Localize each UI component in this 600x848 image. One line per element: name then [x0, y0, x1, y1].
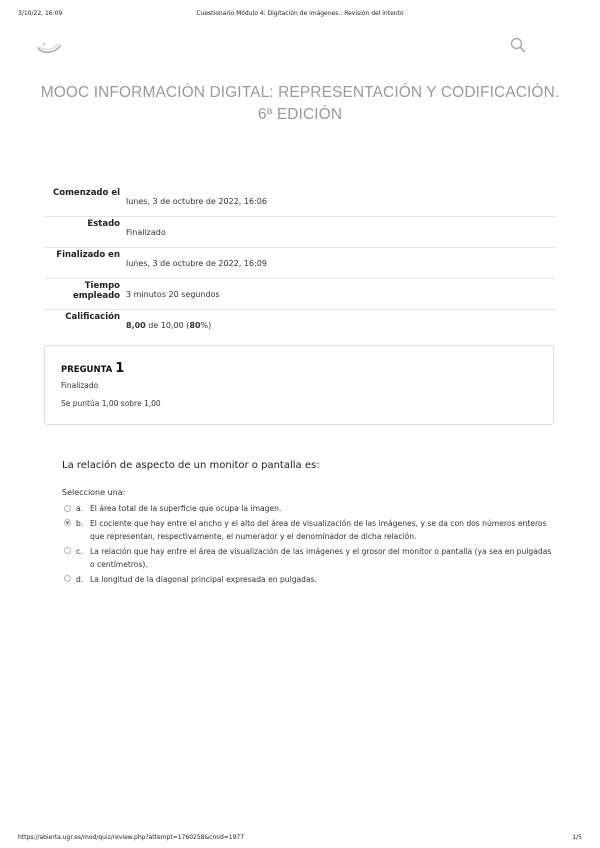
answer-text: La longitud de la diagonal principal expresada en pulgadas. [90, 574, 318, 584]
print-header [18, 10, 582, 20]
answer-option-b[interactable] [64, 517, 554, 544]
summary-label: Comenzado el [53, 188, 120, 198]
answer-letter: d. [76, 574, 84, 584]
summary-label: Estado [87, 219, 120, 229]
summary-row-finished [44, 247, 556, 278]
answer-text: El cociente que hay entre el ancho y el alto del área de visualización de las imágenes, y se da con dos números enteros que representan, respectivamente, el numerador y el denominador de dicha relación. [90, 518, 547, 541]
grade-percent: 80 [189, 321, 201, 330]
summary-label: Finalizado en [56, 250, 120, 260]
answer-list [64, 502, 554, 587]
print-page-number: 1/5 [572, 834, 582, 841]
question-number: 1 [115, 361, 125, 376]
radio-button[interactable] [64, 547, 71, 554]
answer-letter: a. [76, 504, 84, 513]
question-state: Finalizado [61, 381, 99, 390]
summary-label: Calificación [65, 312, 120, 322]
radio-button[interactable] [64, 505, 71, 512]
answer-option-c[interactable] [64, 545, 554, 572]
summary-row-time-taken [44, 278, 556, 309]
question-heading [61, 361, 124, 376]
swoosh-logo-icon[interactable] [36, 38, 62, 56]
attempt-summary [44, 186, 556, 340]
summary-row-grade [44, 309, 556, 340]
answer-option-a[interactable] [64, 502, 554, 516]
summary-row-state [44, 216, 556, 247]
question-word: PREGUNTA [61, 365, 113, 375]
print-doc-title: Cuestionario Módulo 4: Digitación de imágenes.: Revisión del intento [196, 10, 404, 17]
question-grade: Se puntúa 1,00 sobre 1,00 [61, 399, 161, 408]
summary-value: lunes, 3 de octubre de 2022, 16:06 [126, 197, 267, 206]
grade-value [126, 321, 211, 330]
print-date: 3/10/22, 16:09 [18, 10, 63, 17]
grade-suffix: %) [200, 321, 212, 330]
answer-prompt: Seleccione una: [62, 488, 126, 497]
summary-value: Finalizado [126, 228, 166, 237]
answer-text: El área total de la superficie que ocupa la imagen. [90, 504, 282, 513]
summary-value: 3 minutos 20 segundos [126, 290, 220, 299]
grade-of-text: de 10,00 ( [145, 321, 190, 330]
answer-letter: b. [76, 518, 84, 528]
question-text: La relación de aspecto de un monitor o pantalla es: [62, 460, 320, 471]
summary-row-started [44, 186, 556, 216]
answer-option-d[interactable] [64, 573, 554, 587]
answer-text: La relación que hay entre el área de visualización de las imágenes y el grosor del monitor o pantalla (ya sea en pulgadas o centímetros). [90, 546, 552, 569]
search-icon[interactable] [510, 37, 526, 53]
course-title: MOOC INFORMACIÓN DIGITAL: REPRESENTACIÓN Y CODIFICACIÓN. 6ª EDICIÓN [40, 84, 560, 123]
summary-label: Tiempo empleado [72, 281, 120, 301]
summary-value: lunes, 3 de octubre de 2022, 16:09 [126, 259, 267, 268]
print-url: https://abierta.ugr.es/mod/quiz/review.php?attempt=1760258&cmid=1977 [18, 834, 245, 841]
radio-button-selected[interactable] [64, 519, 71, 526]
question-info-card [44, 345, 554, 425]
radio-button[interactable] [64, 575, 71, 582]
answer-letter: c. [76, 546, 83, 556]
grade-score: 8,00 [126, 321, 146, 330]
